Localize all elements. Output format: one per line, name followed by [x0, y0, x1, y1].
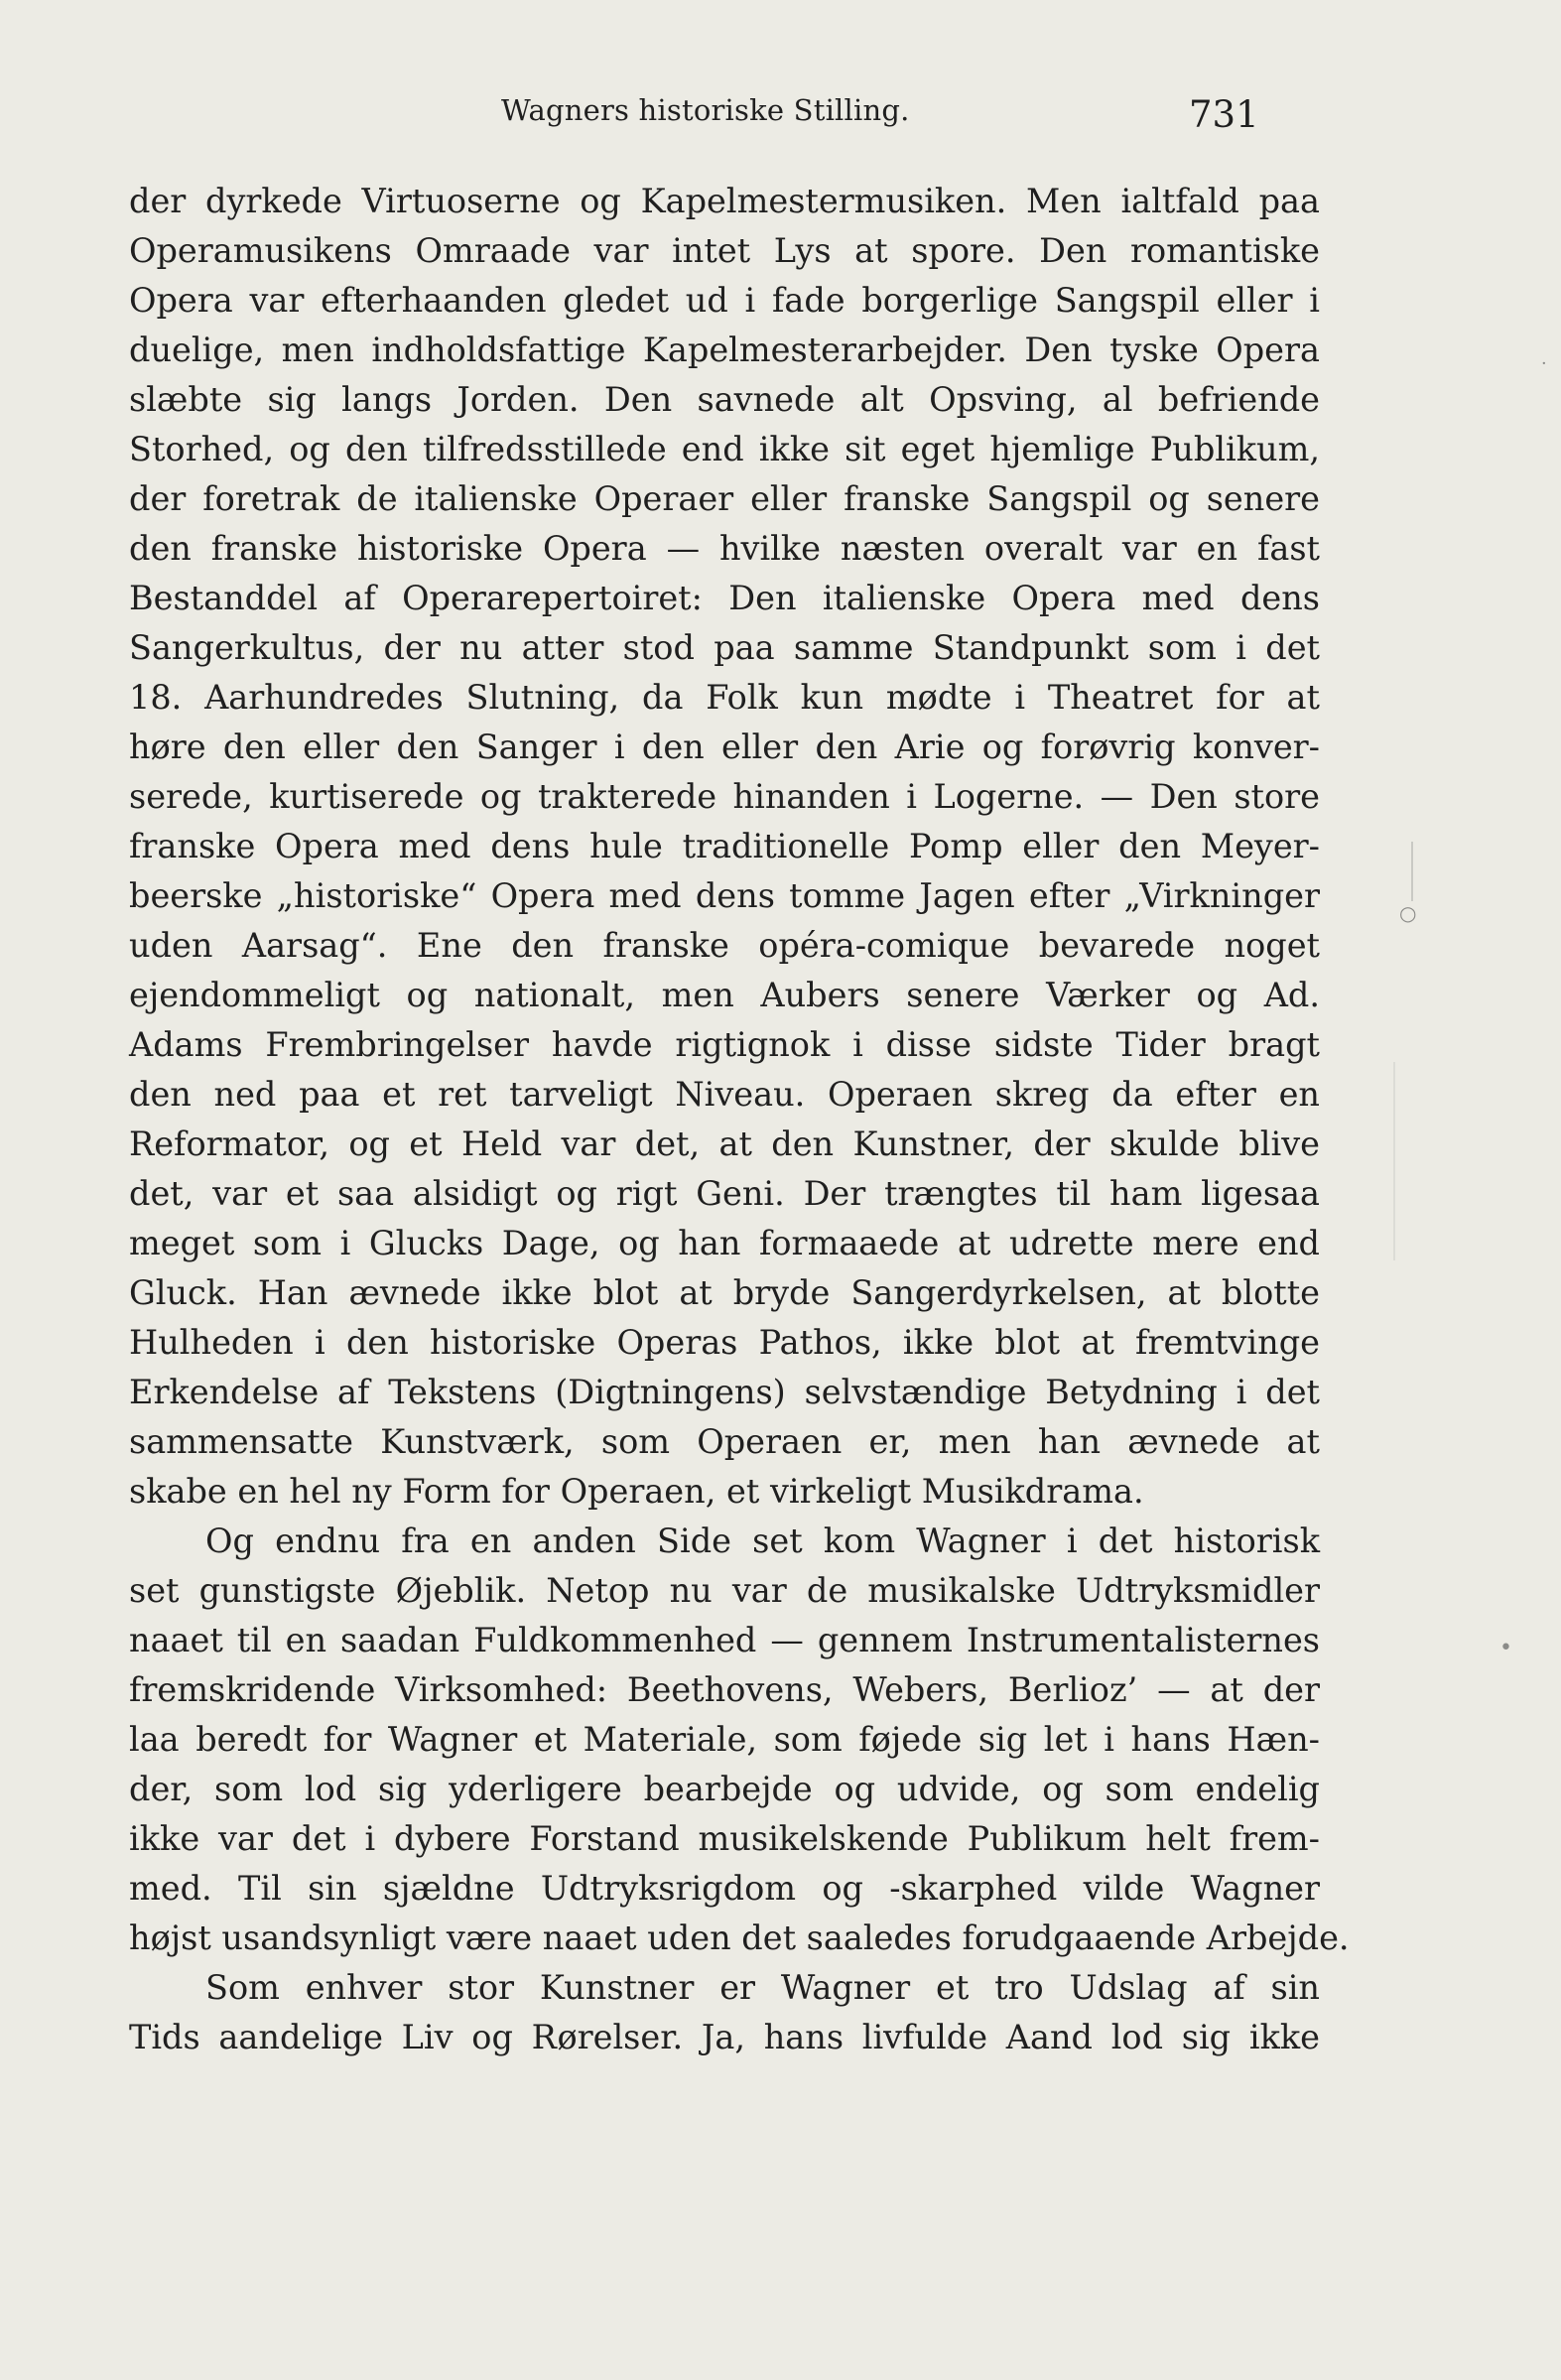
text-line: Reformator, og et Held var det, at den Kunstner, der skulde blive [129, 1124, 1320, 1163]
text-line: der foretrak de italienske Operaer eller franske Sangspil og senere [129, 479, 1320, 518]
scan-artifact-dot-icon: · [1541, 353, 1547, 374]
text-line: ikke var det i dybere Forstand musikelskende Publikum helt frem- [129, 1819, 1320, 1858]
text-line: Erkendelse af Tekstens (Digtningens) selvstændige Betydning i det [129, 1373, 1320, 1411]
text-line: Adams Frembringelser havde rigtignok i disse sidste Tider bragt [129, 1025, 1320, 1064]
text-line: uden Aarsag“. Ene den franske opéra-comique bevarede noget [129, 926, 1320, 965]
text-line: 18. Aarhundredes Slutning, da Folk kun mødte i Theatret for at [129, 678, 1320, 717]
text-line: naaet til en saadan Fuldkommenhed — gennem Instrumentalisternes [129, 1621, 1320, 1659]
text-line: duelige, men indholdsfattige Kapelmesterarbejder. Den tyske Opera [129, 331, 1320, 369]
body-text [129, 177, 1350, 2062]
text-line: Bestanddel af Operarepertoiret: Den italienske Opera med dens [129, 579, 1320, 617]
text-line: høre den eller den Sanger i den eller den Arie og forøvrig konver- [129, 727, 1320, 766]
text-line: fremskridende Virksomhed: Beethovens, Webers, Berlioz’ — at der [129, 1670, 1320, 1709]
text-line: sammensatte Kunstværk, som Operaen er, men han ævnede at [129, 1422, 1320, 1461]
text-line: Operamusikens Omraade var intet Lys at spore. Den romantiske [129, 231, 1320, 270]
page-number: 731 [1189, 93, 1259, 136]
text-line: skabe en hel ny Form for Operaen, et virkeligt Musikdrama. [129, 1472, 1144, 1511]
text-line: Tids aandelige Liv og Rørelser. Ja, hans livfulde Aand lod sig ikke [129, 2018, 1320, 2056]
text-line: Sangerkultus, der nu atter stod paa samme Standpunkt som i det [129, 628, 1320, 667]
scan-artifact-bar [1393, 1062, 1395, 1260]
text-line: set gunstigste Øjeblik. Netop nu var de musikalske Udtryksmidler [129, 1571, 1320, 1610]
text-line: med. Til sin sjældne Udtryksrigdom og -skarphed vilde Wagner [129, 1869, 1320, 1908]
text-line: den franske historiske Opera — hvilke næsten overalt var en fast [129, 529, 1320, 568]
text-line: Og endnu fra en anden Side set kom Wagner i det historisk [205, 1521, 1320, 1560]
text-line: franske Opera med dens hule traditionelle Pomp eller den Meyer- [129, 827, 1320, 865]
text-line: meget som i Glucks Dage, og han formaaede at udrette mere end [129, 1224, 1320, 1262]
scan-artifact-bar [1411, 842, 1413, 901]
running-title: Wagners historiske Stilling. [501, 93, 910, 127]
text-line: Hulheden i den historiske Operas Pathos, ikke blot at fremtvinge [129, 1323, 1320, 1362]
scan-artifact-circle-icon: ○ [1399, 901, 1417, 925]
text-line: ejendommeligt og nationalt, men Aubers senere Værker og Ad. [129, 976, 1320, 1014]
text-line: Storhed, og den tilfredsstillede end ikke sit eget hjemlige Publikum, [129, 430, 1320, 468]
text-line: serede, kurtiserede og trakterede hinanden i Logerne. — Den store [129, 777, 1320, 816]
text-line: slæbte sig langs Jorden. Den savnede alt Opsving, al befriende [129, 380, 1320, 419]
text-line: Gluck. Han ævnede ikke blot at bryde Sangerdyrkelsen, at blotte [129, 1273, 1320, 1312]
text-line: det, var et saa alsidigt og rigt Geni. Der trængtes til ham ligesaa [129, 1174, 1320, 1213]
text-line: højst usandsynligt være naaet uden det saaledes forudgaaende Arbejde. [129, 1918, 1350, 1957]
text-line: der, som lod sig yderligere bearbejde og udvide, og som endelig [129, 1770, 1320, 1808]
text-line: Opera var efterhaanden gledet ud i fade borgerlige Sangspil eller i [129, 281, 1320, 320]
scan-artifact-dot-icon: • [1499, 1636, 1512, 1660]
text-line: beerske „historiske“ Opera med dens tomme Jagen efter „Virkninger [129, 876, 1320, 915]
text-line: der dyrkede Virtuoserne og Kapelmestermusiken. Men ialtfald paa [129, 182, 1320, 220]
text-line: Som enhver stor Kunstner er Wagner et tro Udslag af sin [205, 1968, 1320, 2007]
text-line: den ned paa et ret tarveligt Niveau. Operaen skreg da efter en [129, 1075, 1320, 1114]
text-line: laa beredt for Wagner et Materiale, som føjede sig let i hans Hæn- [129, 1720, 1320, 1759]
